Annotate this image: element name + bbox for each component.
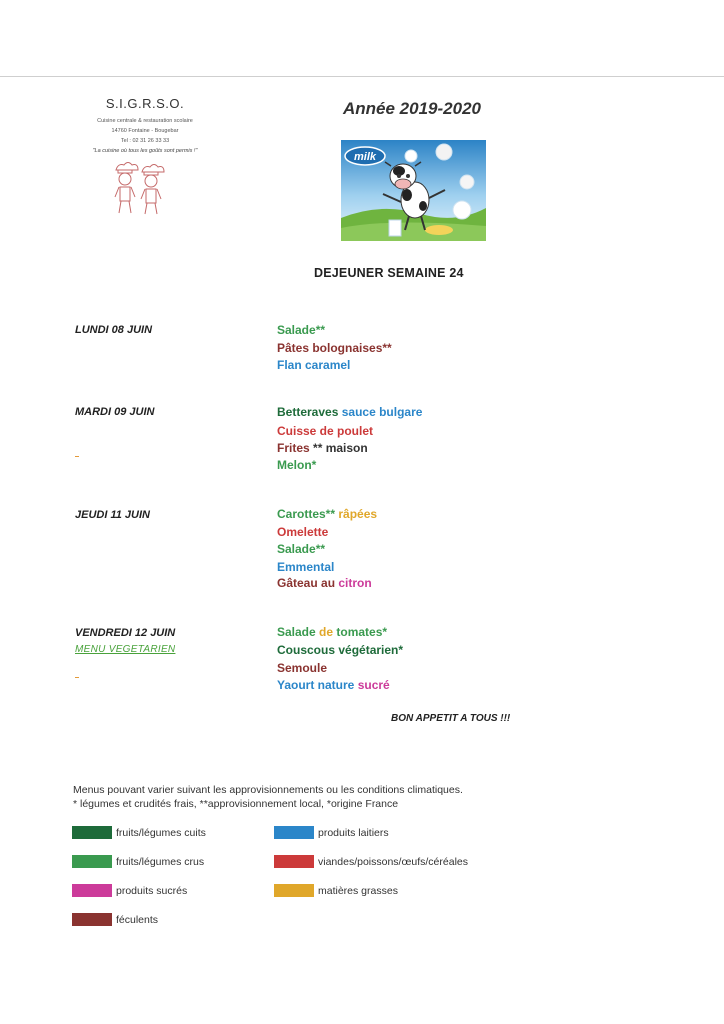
vegetarian-menu-label: MENU VEGETARIEN: [75, 644, 176, 655]
dish-thursday-1: [277, 506, 377, 522]
legend-label: produits laitiers: [318, 826, 389, 839]
day-label-thursday: JEUDI 11 JUIN: [75, 509, 150, 521]
milk-cow-illustration-icon: [341, 140, 486, 241]
school-year: Année 2019-2020: [343, 99, 481, 118]
legend-swatch: [72, 913, 112, 926]
dish-segment: Salade**: [277, 542, 326, 556]
chefs-logo-icon: [110, 160, 170, 216]
week-title: DEJEUNER SEMAINE 24: [314, 266, 464, 280]
legend-swatch: [274, 826, 314, 839]
dish-thursday-5: [277, 575, 372, 591]
dish-thursday-3: [277, 541, 325, 557]
legend-item: [72, 913, 158, 926]
legend-label: féculents: [116, 913, 159, 926]
dish-segment: Carottes**: [277, 507, 339, 521]
top-divider: [0, 76, 724, 77]
dish-segment: Emmental: [277, 560, 335, 574]
dish-friday-4: [277, 677, 390, 693]
org-address-line2: 14760 Fontaine - Bougebar: [111, 128, 179, 134]
divider-dash: [75, 677, 79, 678]
dish-segment: Yaourt nature: [277, 678, 358, 692]
dish-segment: Frites: [277, 441, 310, 455]
dish-segment: Pâtes bolognaises**: [277, 341, 392, 355]
note-variation: Menus pouvant varier suivant les approvisionnements ou les conditions climatiques.: [73, 784, 463, 796]
dish-segment: Cuisse de poulet: [277, 424, 374, 438]
legend-swatch: [274, 884, 314, 897]
dish-monday-2: [277, 340, 392, 356]
dish-segment: Melon*: [277, 458, 317, 472]
legend-label: matières grasses: [318, 884, 398, 897]
dish-friday-1: [277, 624, 387, 640]
dish-segment: ** maison: [309, 441, 368, 455]
legend-item: [72, 884, 187, 897]
day-label-monday: LUNDI 08 JUIN: [75, 324, 153, 336]
milk-label: milk: [353, 151, 377, 163]
org-slogan: "La cuisine où tous les goûts sont permis !": [92, 148, 198, 154]
dish-segment: Betteraves: [277, 405, 342, 419]
day-label-friday: VENDREDI 12 JUIN: [75, 627, 176, 639]
legend-item: [274, 855, 468, 868]
dish-segment: Salade: [277, 625, 320, 639]
dish-segment: râpées: [338, 507, 378, 521]
dish-tuesday-4: [277, 457, 316, 473]
legend-swatch: [274, 855, 314, 868]
dish-segment: tomates*: [336, 625, 388, 639]
dish-thursday-2: [277, 524, 328, 540]
legend-label: viandes/poissons/œufs/céréales: [318, 855, 468, 868]
legend-item: [274, 884, 398, 897]
legend-swatch: [72, 884, 112, 897]
dish-segment: citron: [338, 576, 372, 590]
dish-tuesday-3: [277, 440, 368, 456]
dish-segment: Semoule: [277, 661, 328, 675]
dish-monday-3: [277, 357, 350, 373]
dish-thursday-4: [277, 559, 334, 575]
dish-segment: Flan caramel: [277, 358, 351, 372]
org-block: [70, 96, 220, 156]
dish-monday-1: [277, 322, 325, 338]
dish-tuesday-2: [277, 423, 373, 439]
legend-label: produits sucrés: [116, 884, 188, 897]
dish-segment: Couscous végétarien*: [277, 643, 404, 657]
dish-segment: sucré: [357, 678, 390, 692]
legend-label: fruits/légumes crus: [116, 855, 205, 868]
note-origin: * légumes et crudités frais, **approvisionnement local, *origine France: [73, 798, 399, 810]
dish-segment: de: [319, 625, 337, 639]
legend-swatch: [72, 826, 112, 839]
dish-tuesday-1: [277, 404, 422, 420]
dish-friday-3: [277, 660, 327, 676]
closing-message: BON APPETIT A TOUS !!!: [391, 713, 511, 724]
legend-item: [274, 826, 389, 839]
dish-segment: sauce bulgare: [341, 405, 423, 419]
dish-segment: Omelette: [277, 525, 329, 539]
dish-friday-2: [277, 642, 403, 658]
day-label-tuesday: MARDI 09 JUIN: [75, 406, 155, 418]
legend-swatch: [72, 855, 112, 868]
org-name: S.I.G.R.S.O.: [105, 96, 185, 111]
org-phone: Tel : 02 31 26 33 33: [120, 138, 170, 144]
legend-label: fruits/légumes cuits: [116, 826, 206, 839]
org-address-line1: Cuisine centrale & restauration scolaire: [97, 118, 193, 124]
legend-item: [72, 855, 204, 868]
dish-segment: Gâteau au: [277, 576, 339, 590]
legend-item: [72, 826, 206, 839]
dish-segment: Salade**: [277, 323, 326, 337]
divider-dash: [75, 456, 79, 457]
